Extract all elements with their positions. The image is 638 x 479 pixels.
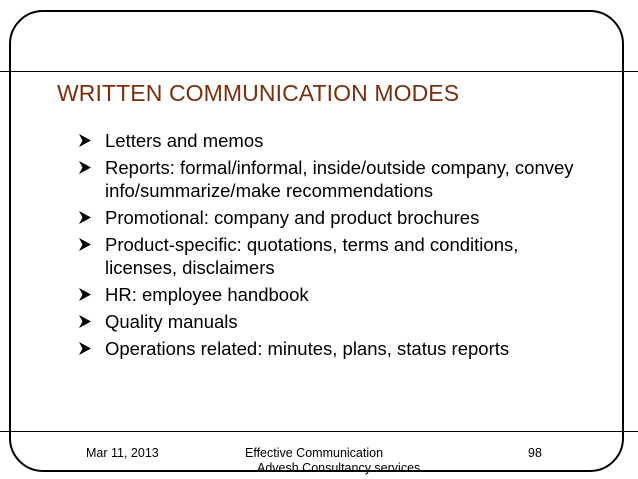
bullet-item [78, 129, 578, 152]
footer-date: Mar 11, 2013 [86, 446, 159, 460]
arrowhead-bullet-icon [78, 310, 92, 333]
arrowhead-bullet-icon [78, 337, 92, 360]
footer-title: Effective Communication [245, 446, 384, 460]
arrowhead-bullet-icon [78, 283, 92, 306]
bullet-item [78, 337, 578, 360]
bullet-item [78, 206, 578, 229]
bullet-item [78, 283, 578, 306]
arrowhead-bullet-icon [78, 129, 92, 152]
arrowhead-bullet-icon [78, 156, 92, 179]
bullet-item [78, 310, 578, 333]
bullet-text: Reports: formal/informal, inside/outside company, convey info/summarize/make recommendations [105, 157, 574, 201]
bullet-text: Promotional: company and product brochures [105, 207, 480, 228]
bullet-text: Letters and memos [105, 130, 264, 151]
bullet-list [78, 129, 578, 364]
bullet-text: Quality manuals [105, 311, 238, 332]
bullet-item [78, 156, 578, 202]
bottom-divider-line [0, 431, 638, 432]
bullet-text: Product-specific: quotations, terms and conditions, licenses, disclaimers [105, 234, 519, 278]
arrowhead-bullet-icon [78, 233, 92, 256]
arrowhead-bullet-icon [78, 206, 92, 229]
bullet-text: Operations related: minutes, plans, status reports [105, 338, 510, 359]
top-divider-line [0, 71, 638, 72]
bullet-text: HR: employee handbook [105, 284, 309, 305]
footer-page-number: 98 [528, 446, 542, 460]
bullet-item [78, 233, 578, 279]
slide-title: WRITTEN COMMUNICATION MODES [57, 80, 460, 106]
footer-company: Advesh Consultancy services [257, 461, 421, 475]
